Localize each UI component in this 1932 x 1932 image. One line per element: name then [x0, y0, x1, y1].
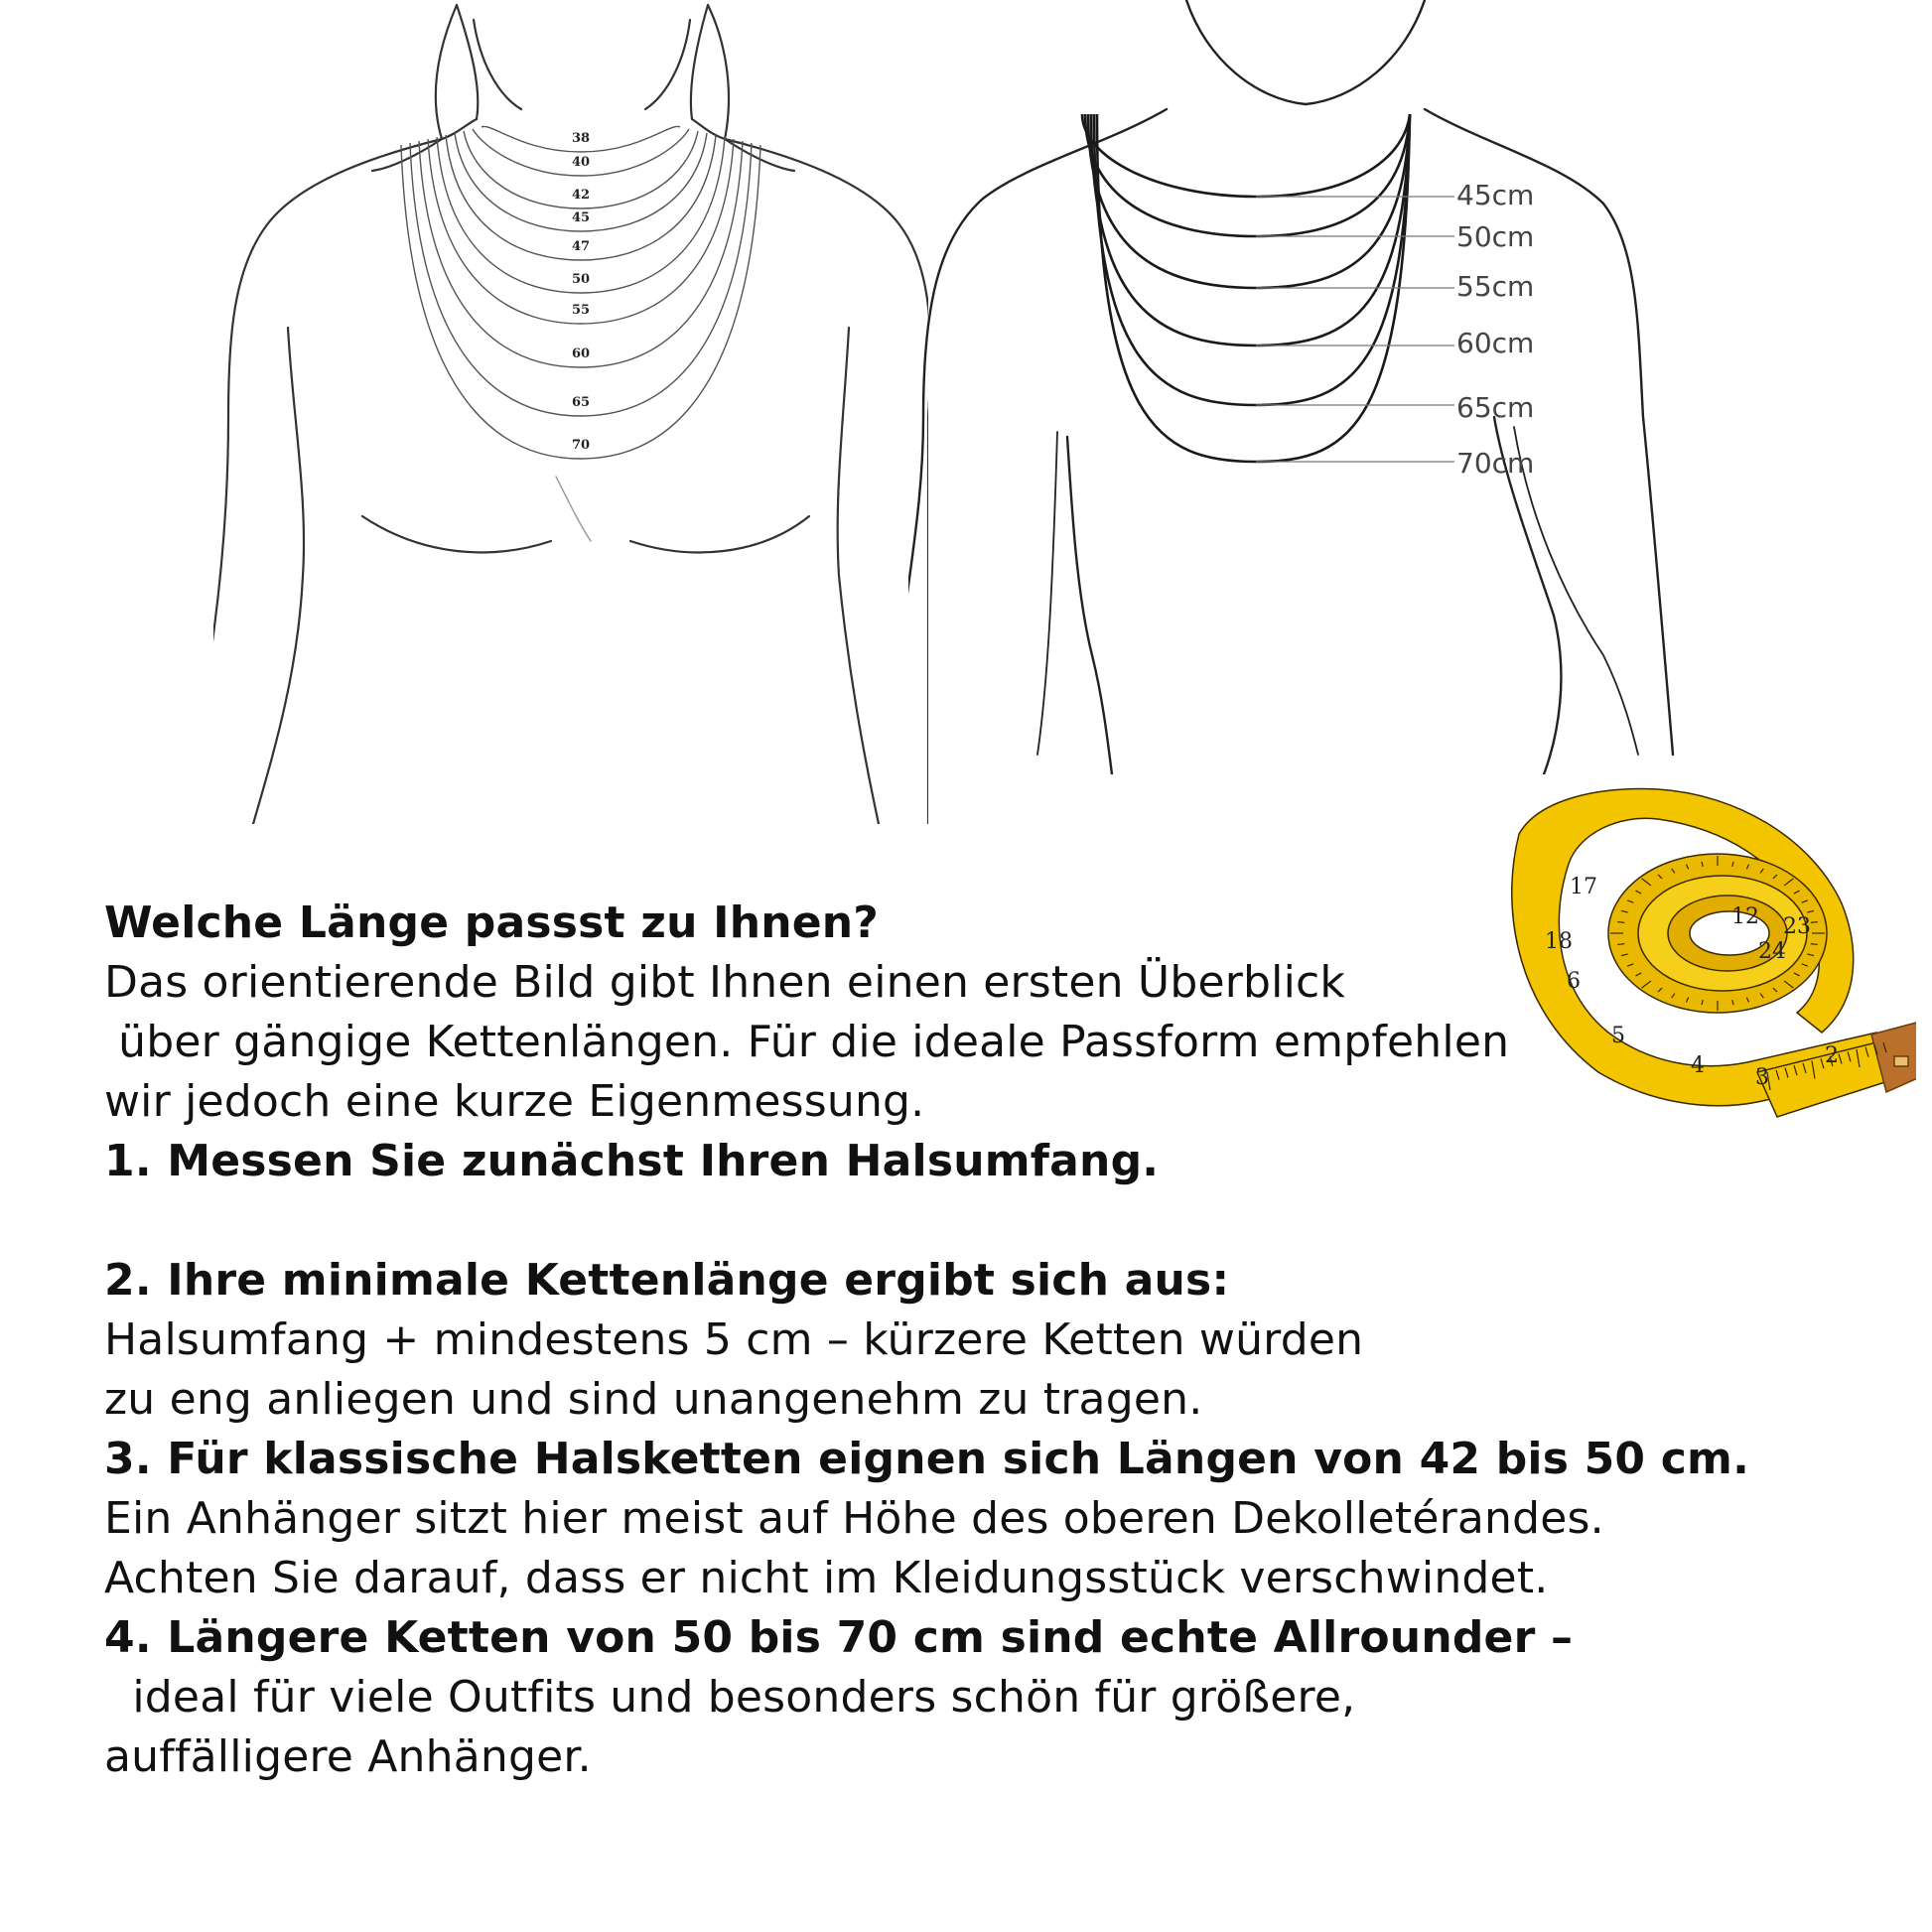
chain-length-label: 65 — [571, 395, 591, 410]
tape-number: 17 — [1570, 875, 1597, 899]
guide-step-3-title: 3. Für klassische Halsketten eignen sich Längen von 42 bis 50 cm. — [104, 1434, 1750, 1484]
guide-step-3-text: Achten Sie darauf, dass er nicht im Kleidungsstück verschwindet. — [104, 1553, 1549, 1603]
tape-number: 5 — [1611, 1024, 1625, 1048]
chain-length-label: 60cm — [1456, 327, 1535, 359]
chain-length-label: 70 — [571, 438, 591, 453]
tape-number: 4 — [1691, 1053, 1705, 1078]
chain-length-label: 55 — [571, 303, 591, 318]
guide-step-4-text: ideal für viele Outfits und besonders schön für größere, — [104, 1672, 1356, 1723]
male-necklace-length-chart — [908, 0, 1762, 774]
chain-length-label: 55cm — [1456, 270, 1535, 303]
tape-number: 6 — [1567, 969, 1581, 994]
guide-step-2-text: Halsumfang + mindestens 5 cm – kürzere Ketten würden — [104, 1314, 1364, 1365]
chain-length-label: 45cm — [1456, 179, 1535, 211]
guide-step-4-title: 4. Längere Ketten von 50 bis 70 cm sind echte Allrounder – — [104, 1612, 1574, 1663]
tape-number: 3 — [1755, 1065, 1769, 1090]
chain-length-label: 50 — [571, 272, 591, 287]
guide-intro-line: wir jedoch eine kurze Eigenmessung. — [104, 1076, 925, 1127]
chain-length-label: 70cm — [1456, 447, 1535, 480]
guide-intro-line: Das orientierende Bild gibt Ihnen einen ersten Überblick — [104, 957, 1346, 1008]
guide-intro-line: über gängige Kettenlängen. Für die ideale Passform empfehlen — [104, 1017, 1510, 1067]
tape-number: 12 — [1731, 904, 1759, 929]
chain-length-label: 50cm — [1456, 220, 1535, 253]
guide-heading: Welche Länge passst zu Ihnen? — [104, 897, 880, 948]
chain-length-label: 40 — [571, 155, 591, 170]
guide-step-2-text: zu eng anliegen und sind unangenehm zu tragen. — [104, 1374, 1203, 1425]
necklace-chain — [419, 141, 743, 367]
necklace-chain — [1094, 114, 1410, 405]
female-necklace-length-chart — [213, 0, 928, 824]
guide-step-4-text: auffälligere Anhänger. — [104, 1731, 592, 1782]
guide-spacer — [104, 1191, 1812, 1251]
tape-number: 23 — [1783, 914, 1811, 939]
necklace-length-guide — [104, 894, 1812, 1787]
chain-length-label: 47 — [571, 239, 591, 254]
guide-step-3-text: Ein Anhänger sitzt hier meist auf Höhe des oberen Dekolletérandes. — [104, 1493, 1604, 1544]
tape-number: 18 — [1545, 929, 1573, 954]
tape-number: 24 — [1758, 939, 1786, 964]
guide-step-2-title: 2. Ihre minimale Kettenlänge ergibt sich aus: — [104, 1255, 1230, 1306]
chain-length-label: 42 — [571, 188, 591, 203]
chain-length-label: 60 — [571, 346, 591, 361]
necklace-chain — [1088, 114, 1410, 288]
chain-length-label: 45 — [571, 210, 591, 225]
chain-length-label: 38 — [571, 131, 591, 146]
guide-step-1: 1. Messen Sie zunächst Ihren Halsumfang. — [104, 1136, 1160, 1186]
tape-number: 2 — [1825, 1043, 1839, 1068]
necklace-chain — [1091, 114, 1410, 345]
chain-length-label: 65cm — [1456, 391, 1535, 424]
